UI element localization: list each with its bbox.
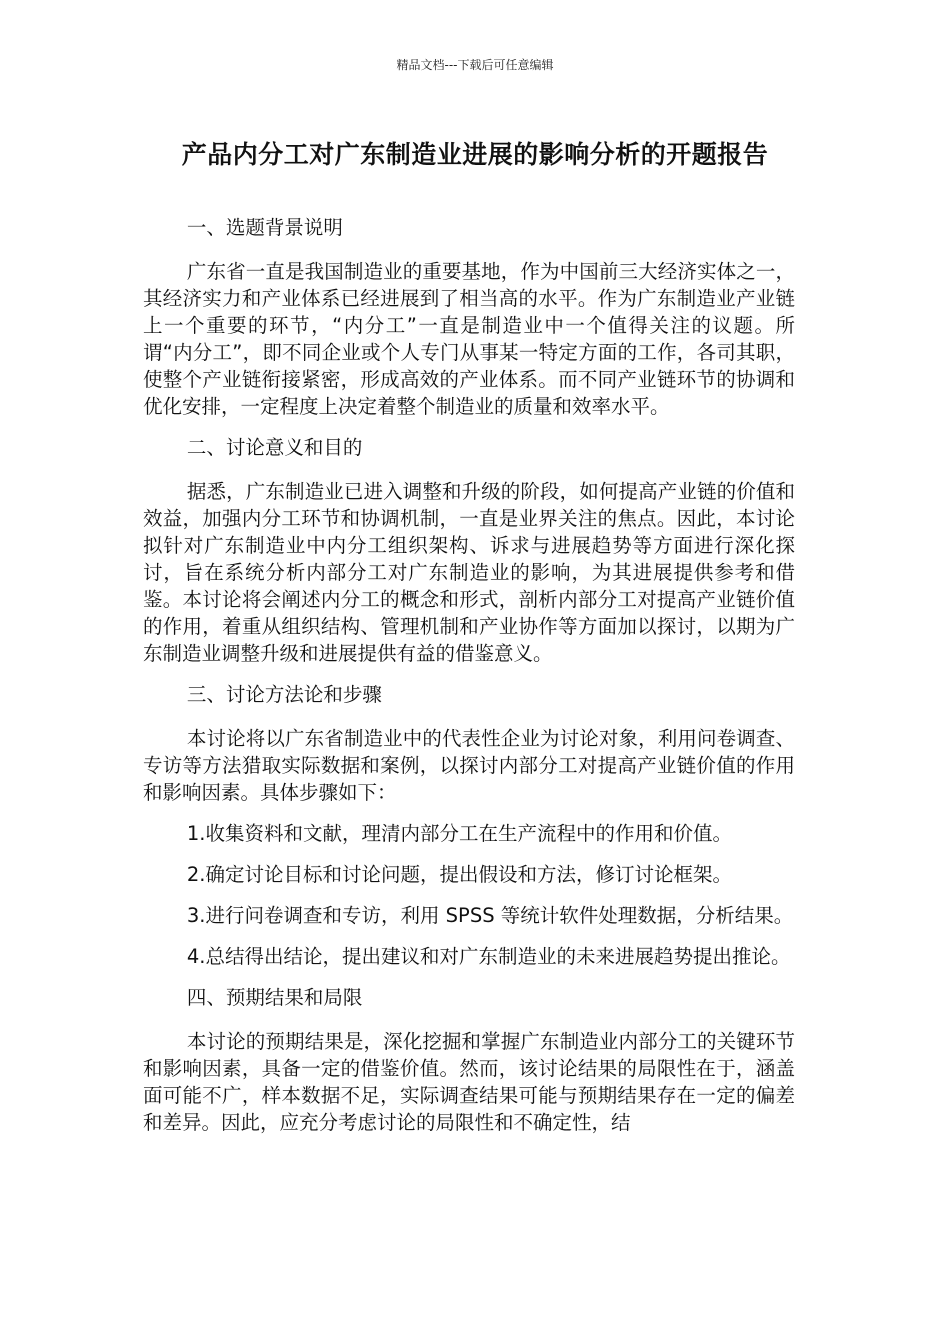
list-item-step-3: 3.进行问卷调查和专访，利用 SPSS 等统计软件处理数据，分析结果。 xyxy=(186,904,794,927)
header-note: 精品文档---下载后可任意编辑 xyxy=(396,58,554,72)
list-item-step-4: 4.总结得出结论，提出建议和对广东制造业的未来进展趋势提出推论。 xyxy=(186,945,791,968)
list-item-step-2: 2.确定讨论目标和讨论问题，提出假设和方法，修订讨论框架。 xyxy=(186,863,732,886)
section-heading-significance: 二、讨论意义和目的 xyxy=(186,436,363,459)
section-heading-background: 一、选题背景说明 xyxy=(186,216,343,239)
document-body xyxy=(143,214,795,1150)
document-title: 产品内分工对广东制造业进展的影响分析的开题报告 xyxy=(181,140,769,169)
paragraph-methodology: 本讨论将以广东省制造业中的代表性企业为讨论对象，利用问卷调查、专访等方法猎取实际数据和案例，以探讨内部分工对提高产业链价值的作用和影响因素。具体步骤如下： xyxy=(143,727,795,804)
section-heading-expected-results: 四、预期结果和局限 xyxy=(186,986,363,1009)
section-heading-methodology: 三、讨论方法论和步骤 xyxy=(186,683,382,706)
paragraph-background: 广东省一直是我国制造业的重要基地，作为中国前三大经济实体之一，其经济实力和产业体系已经进展到了相当高的水平。作为广东制造业产业链上一个重要的环节，“内分工”一直是制造业中一个值得关注的议题。所谓“内分工”，即不同企业或个人专门从事某一特定方面的工作，各司其职，使整个产业链衔接紧密，形成高效的产业体系。而不同产业链环节的协调和优化安排，一定程度上决定着整个制造业的质量和效率水平。 xyxy=(143,260,795,418)
paragraph-significance: 据悉，广东制造业已进入调整和升级的阶段，如何提高产业链的价值和效益，加强内分工环节和协调机制，一直是业界关注的焦点。因此，本讨论拟针对广东制造业中内分工组织架构、诉求与进展趋势等方面进行深化探讨，旨在系统分析内部分工对广东制造业的影响，为其进展提供参考和借鉴。本讨论将会阐述内分工的概念和形式，剖析内部分工对提高产业链价值的作用，着重从组织结构、管理机制和产业协作等方面加以探讨，以期为广东制造业调整升级和进展提供有益的借鉴意义。 xyxy=(143,480,795,665)
paragraph-expected-results: 本讨论的预期结果是，深化挖掘和掌握广东制造业内部分工的关键环节和影响因素，具备一定的借鉴价值。然而，该讨论结果的局限性在于，涵盖面可能不广，样本数据不足，实际调查结果可能与预期结果存在一定的偏差和差异。因此，应充分考虑讨论的局限性和不确定性，结 xyxy=(143,1030,795,1134)
list-item-step-1: 1.收集资料和文献，理清内部分工在生产流程中的作用和价值。 xyxy=(186,822,732,845)
